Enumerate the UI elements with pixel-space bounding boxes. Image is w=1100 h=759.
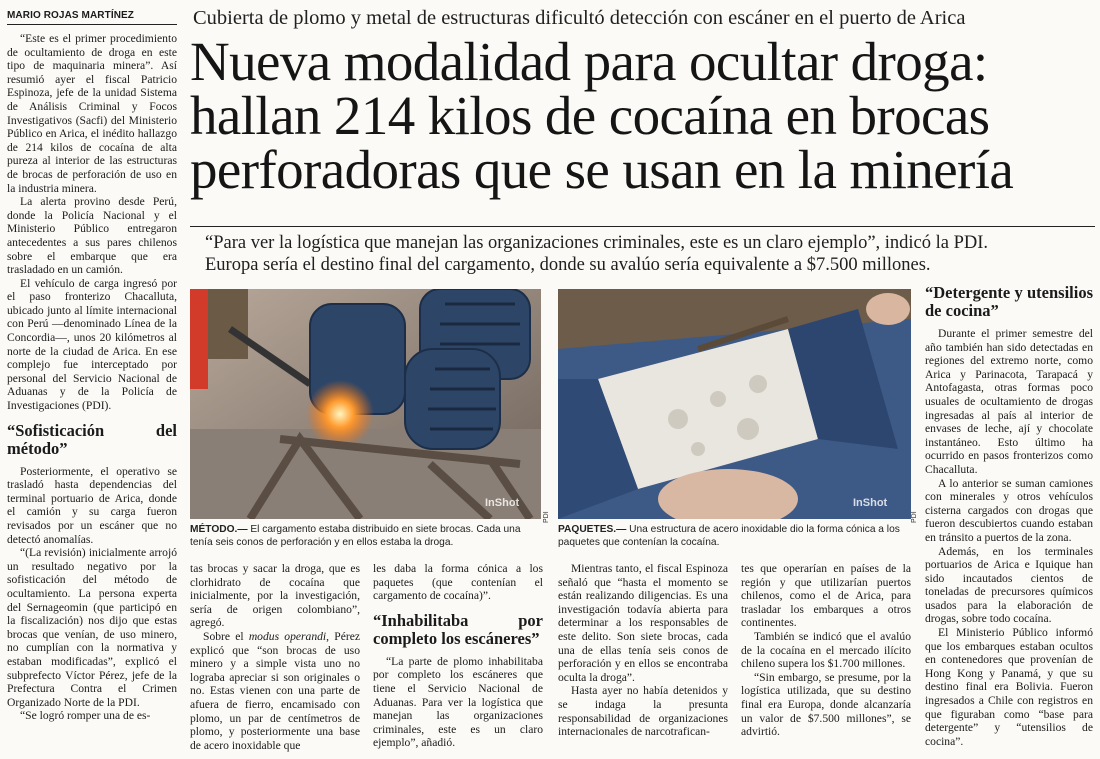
deck-line-2: Europa sería el destino final del cargamento, donde su avalúo sería equivalente a $7.500 millones. <box>205 255 931 275</box>
paragraph <box>190 630 360 752</box>
photo-1-caption <box>190 524 541 549</box>
photo-credit: PDI <box>911 511 918 523</box>
paragraph: El vehículo de carga ingresó por el paso fronterizo Chacalluta, ubicado junto al límite internacional con Perú —denominado Línea de la Concordia—, unos 20 kilómetros al norte de la ciudad de Arica. En ese complejo fue interceptado por personal del Servicio Nacional de Aduanas y de la Policía de Investigaciones (PDI). <box>7 276 177 413</box>
photo-drill-bits-cutting <box>190 289 541 519</box>
paragraph: “La parte de plomo inhabilitaba por completo los escáneres que tiene el Servicio Nacional de Aduanas. Para ver la logística que manejan las organizaciones criminales, este es un claro ejemplo”, añadió. <box>373 654 543 750</box>
inshot-watermark: InShot <box>485 497 520 509</box>
subheading-inhabilitaba: “Inhabilitaba por completo los escáneres” <box>373 610 543 648</box>
paragraph: tes que operarían en países de la región y que utilizarían puertos chilenos, como el de Arica, para trasladar los embarques a otros continentes. <box>741 562 911 630</box>
photo-cocaine-packages <box>558 289 911 519</box>
column-4 <box>558 562 728 739</box>
photo-drill-bits-image <box>190 289 541 519</box>
paragraph: Además, en los terminales portuarios de Arica e Iquique han sido incautados cientos de toneladas de precursores químicos usados para la elaboración de drogas, sobre todo cocaína. <box>925 544 1093 626</box>
paragraph: La alerta provino desde Perú, donde la Policía Nacional y el Ministerio Público entregaron antecedentes a sus pares chilenos sobre el embarque que era trasladado en un camión. <box>7 195 177 277</box>
paragraph: A lo anterior se suman camiones con minerales y otros vehículos cisterna cargados con drogas que fueron descubiertos cuando estaban en tránsito a puertos de la zona. <box>925 476 1093 544</box>
text-run: , Pérez explicó que “son brocas de uso minero y a simple vista uno no lograba apreciar si son originales o no. Estas vienen con una parte de afuera de fierro, encamisado con plomo, un par de centímetros de plomo, y posteriormente una base de acero inoxidable que <box>190 629 360 752</box>
headline-line-1: Nueva modalidad para ocultar droga: <box>190 31 988 92</box>
deck-line-1: “Para ver la logística que manejan las organizaciones criminales, este es un claro ejemplo”, indicó la PDI. <box>205 233 989 253</box>
headline <box>190 31 1095 200</box>
caption-text: Una estructura de acero inoxidable dio la forma cónica a los paquetes que contenían la cocaína. <box>558 524 900 548</box>
paragraph: les daba la forma cónica a los paquetes (que contenían el cargamento de cocaína)”. <box>373 562 543 603</box>
paragraph: Mientras tanto, el fiscal Espinoza señaló que “hasta el momento se están realizando diligencias. Es una investigación todavía abierta para determinar a los responsables de este delito. Son siete brocas, cada una de ellas tenía seis conos de perforación y en ellos se encontraba oculta la droga”. <box>558 562 728 684</box>
caption-label: PAQUETES.— <box>558 524 627 535</box>
byline-rule <box>7 24 177 25</box>
subheading-sofisticacion: “Sofisticación del método” <box>7 420 177 458</box>
paragraph: Posteriormente, el operativo se trasladó hasta dependencias del terminal portuario de Arica, donde el camión y su carga fueron revisados por un escáner que no detectó anomalías. <box>7 464 177 546</box>
inshot-watermark: InShot <box>853 497 888 509</box>
italic-run: modus operandi <box>248 629 327 643</box>
caption-text: El cargamento estaba distribuido en siete brocas. Cada una tenía seis conos de perforación y en ellos estaba la droga. <box>190 524 521 548</box>
headline-line-3: perforadoras que se usan en la minería <box>190 139 1014 200</box>
photo-credit: PDI <box>543 511 550 523</box>
paragraph: “Este es el primer procedimiento de ocultamiento de droga en este tipo de maquinaria minera”. Así resumió ayer el fiscal Patricio Espinoza, jefe de la unidad Sistema de Análisis Criminal y Focos Investigativos (Sacfi) del Ministerio Público en Arica, el inédito hallazgo de 214 kilos de cocaína de alta pureza al interior de las estructuras de brocas de perforación de uso en la industria minera. <box>7 32 177 195</box>
kicker: Cubierta de plomo y metal de estructuras dificultó detección con escáner en el puerto de Arica <box>193 7 966 29</box>
headline-line-2: hallan 214 kilos de cocaína en brocas <box>190 85 990 146</box>
deck-top-rule <box>190 226 1095 227</box>
subheading-detergente: “Detergente y utensilios de cocina” <box>925 283 1093 320</box>
column-5 <box>741 562 911 739</box>
column-2 <box>190 562 360 752</box>
deck <box>205 232 1095 276</box>
paragraph: Hasta ayer no había detenidos y se indaga la presunta responsabilidad de organizaciones internacionales de narcotrafican- <box>558 684 728 739</box>
byline: MARIO ROJAS MARTÍNEZ <box>7 10 134 21</box>
photo-2-caption <box>558 524 911 549</box>
paragraph: El Ministerio Público informó que los embarques estaban ocultos en contenedores que provenían de Hong Kong y Panamá, y que su destino final era Bolivia. Fueron ingresados a Chile con registros en que figuraban como “base para detergente” y “utensilios de cocina”. <box>925 626 1093 748</box>
paragraph: “(La revisión) inicialmente arrojó un resultado negativo por la sofisticación del método de ocultamiento. La persona experta del Sernageomin (que participó en la fiscalización) nos dijo que estas brocas que venían, de uso minero, no cumplían con la normativa y estaban modificadas”, explicó el subprefecto Víctor Pérez, jefe de la Prefectura Contra el Crimen Organizado Norte de la PDI. <box>7 546 177 709</box>
paragraph: “Se logró romper una de es- <box>20 709 151 723</box>
text-run: Sobre el <box>203 629 249 643</box>
column-3 <box>373 562 543 750</box>
paragraph: También se indicó que el avalúo de la cocaína en el mercado ilícito chileno supera los $1.700 millones. <box>741 629 911 671</box>
photo-packages-image <box>558 289 911 519</box>
paragraph: tas brocas y sacar la droga, que es clorhidrato de cocaína que inicialmente, por la investigación, sería de origen colombiano”, agregó. <box>190 562 360 630</box>
caption-label: MÉTODO.— <box>190 524 248 535</box>
paragraph: “Sin embargo, se presume, por la logística utilizada, que su destino final era Europa, donde alcanzaría un valor de $7.500 millones”, se advirtió. <box>741 670 911 739</box>
paragraph: Durante el primer semestre del año también han sido detectadas en regiones del extremo norte, como Arica y Parinacota, Tarapacá y Antofagasta, otras formas poco usuales de ocultamiento de drogas ingresadas al país al interior de envases de leche, ají y chocolate instantáneo. Esto último ha ocurrido en pasos fronterizos como Chacalluta. <box>925 327 1093 476</box>
column-1 <box>7 32 177 723</box>
column-6 <box>925 280 1093 748</box>
